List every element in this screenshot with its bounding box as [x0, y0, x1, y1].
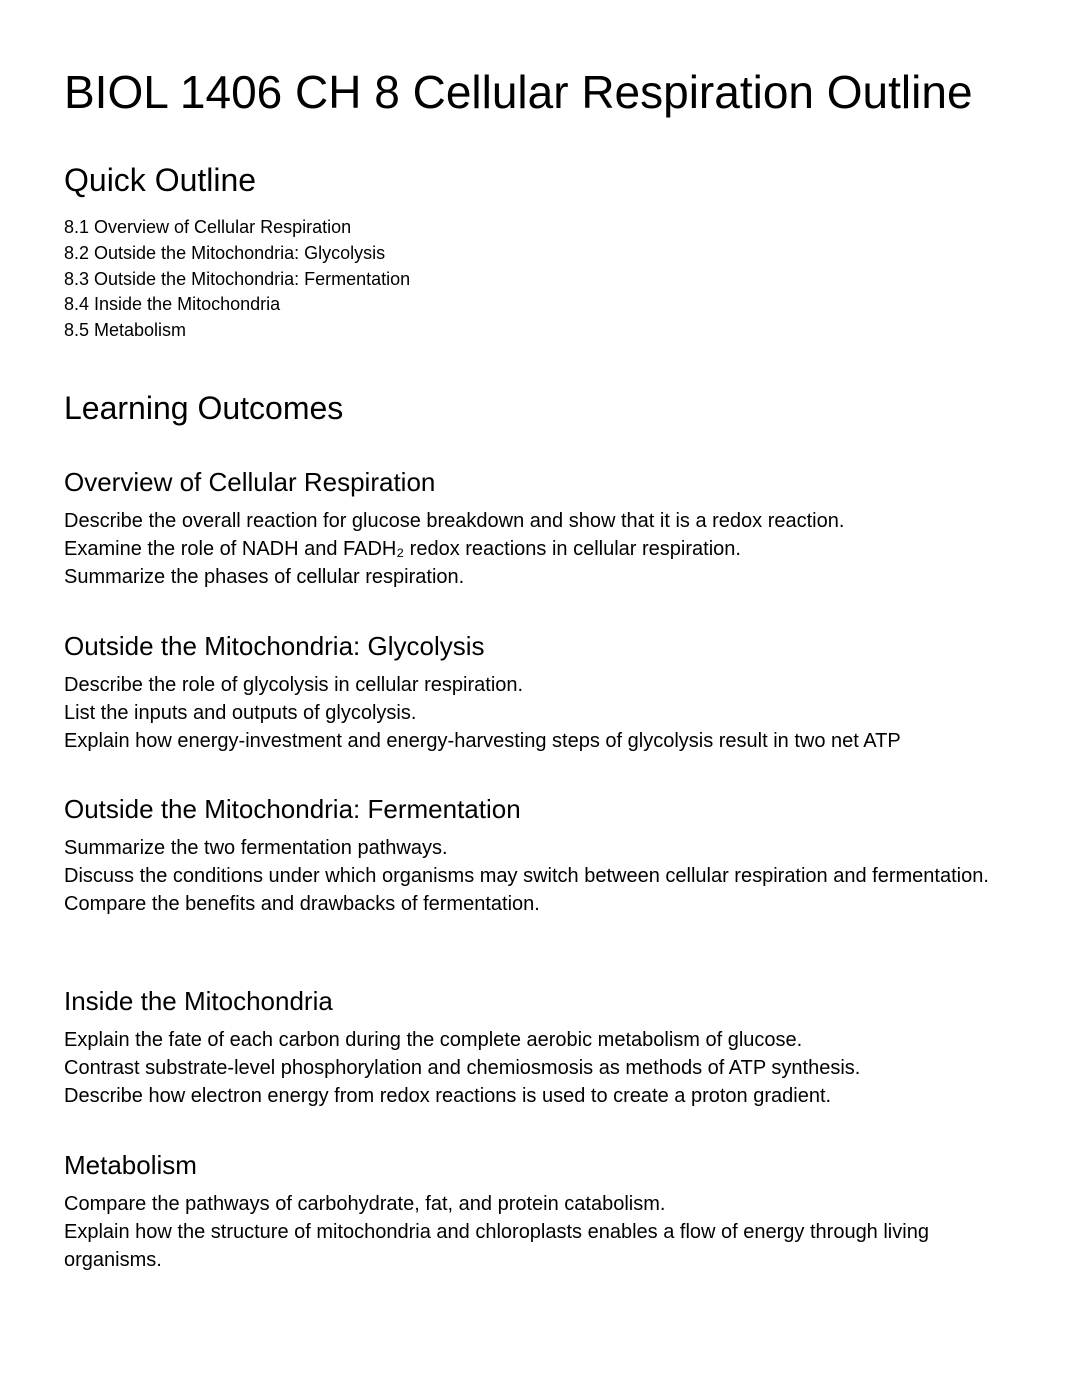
- outcome-line: List the inputs and outputs of glycolysis.: [64, 702, 417, 724]
- outcome-line: Explain how energy-investment and energy-harvesting steps of glycolysis result in two net ATP: [64, 730, 901, 752]
- learning-outcomes-heading: Learning Outcomes: [64, 390, 344, 426]
- outcome-list: [64, 1026, 1024, 1110]
- outcome-line: Discuss the conditions under which organisms may switch between cellular respiration and fermentation.: [64, 865, 989, 887]
- section-fermentation: [64, 792, 1024, 918]
- outcome-line: Describe the role of glycolysis in cellular respiration.: [64, 674, 524, 696]
- list-item: 8.2 Outside the Mitochondria: Glycolysis: [64, 242, 386, 263]
- section-metabolism: [64, 1148, 1024, 1274]
- outcome-line: Describe the overall reaction for glucose breakdown and show that it is a redox reaction.: [64, 510, 845, 532]
- quick-outline-heading: Quick Outline: [64, 162, 257, 198]
- section-heading: Inside the Mitochondria: [64, 986, 333, 1016]
- section-inside-mitochondria: [64, 984, 1024, 1110]
- quick-outline-list: [64, 215, 410, 344]
- section-glycolysis: [64, 629, 1024, 755]
- outcome-line: Explain the fate of each carbon during the complete aerobic metabolism of glucose.: [64, 1029, 803, 1051]
- section-heading: Overview of Cellular Respiration: [64, 467, 436, 497]
- outcome-list: [64, 1190, 1024, 1274]
- section-heading: Metabolism: [64, 1150, 197, 1180]
- list-item: 8.3 Outside the Mitochondria: Fermentation: [64, 268, 411, 289]
- list-item: 8.5 Metabolism: [64, 320, 187, 341]
- section-overview: [64, 465, 1024, 591]
- outcome-line: Examine the role of NADH and FADH₂ redox reactions in cellular respiration.: [64, 538, 741, 560]
- section-heading: Outside the Mitochondria: Glycolysis: [64, 631, 485, 661]
- outcome-list: [64, 507, 1024, 591]
- outcome-list: [64, 834, 1024, 918]
- outcome-line: Summarize the phases of cellular respiration.: [64, 566, 465, 588]
- outcome-line: Explain how the structure of mitochondria and chloroplasts enables a flow of energy through living organisms.: [64, 1221, 929, 1271]
- outcome-line: Describe how electron energy from redox reactions is used to create a proton gradient.: [64, 1085, 832, 1107]
- document-title: BIOL 1406 CH 8 Cellular Respiration Outline: [64, 66, 973, 118]
- outcome-list: [64, 671, 1024, 755]
- section-heading: Outside the Mitochondria: Fermentation: [64, 794, 521, 824]
- outcome-line: Compare the pathways of carbohydrate, fat, and protein catabolism.: [64, 1193, 666, 1215]
- outcome-line: Compare the benefits and drawbacks of fermentation.: [64, 893, 540, 915]
- list-item: 8.4 Inside the Mitochondria: [64, 294, 281, 315]
- outcome-line: Contrast substrate-level phosphorylation and chemiosmosis as methods of ATP synthesis.: [64, 1057, 861, 1079]
- outcome-line: Summarize the two fermentation pathways.: [64, 837, 448, 859]
- list-item: 8.1 Overview of Cellular Respiration: [64, 217, 352, 237]
